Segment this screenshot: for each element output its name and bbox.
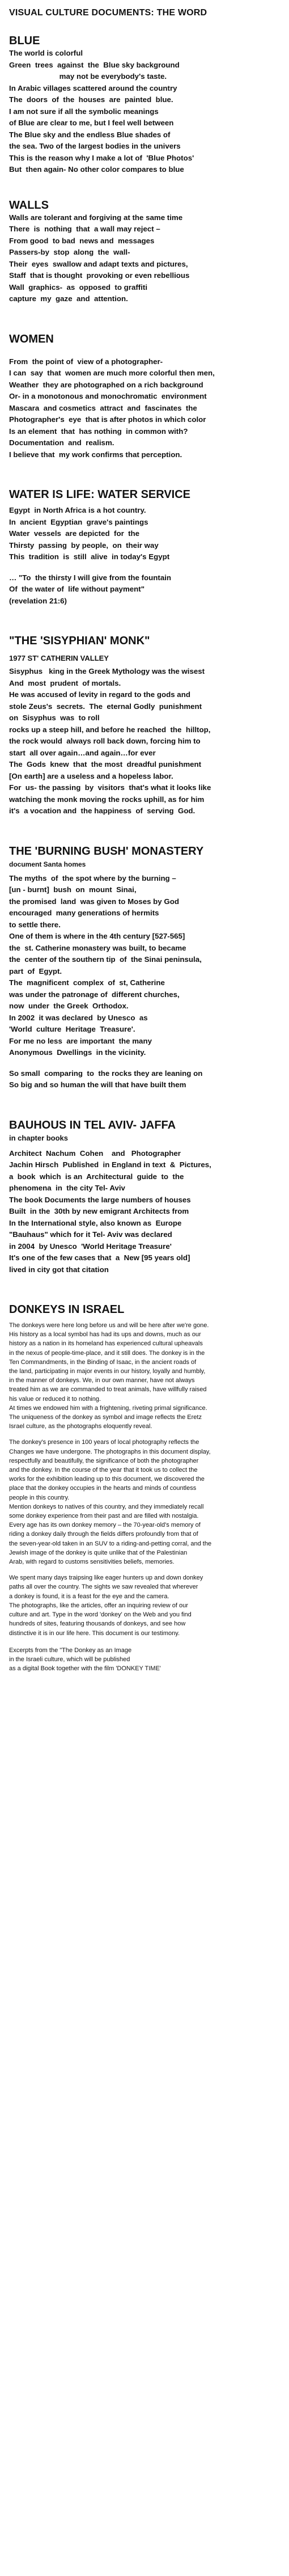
text-line: phenomena in the city Tel- Aviv [9, 1184, 125, 1192]
text-line [9, 1059, 280, 1068]
text-line: Egypt in North Africa is a hot country. [9, 506, 146, 514]
text-line: Walls are tolerant and forgiving at the same time [9, 213, 183, 222]
text-line: as a digital Book together with the film 'DONKEY TIME' [9, 1665, 161, 1672]
text-line: Sisyphus king in the Greek Mythology was the wisest [9, 667, 205, 675]
text-line [9, 1431, 280, 1438]
section-body-blue [9, 60, 280, 176]
text-line: a book which is an Architectural guide to the [9, 1172, 184, 1181]
text-line: His history as a local symbol has had its ups and downs, much as our [9, 1331, 201, 1338]
section-heading-sisyphian: "THE 'SISYPHIAN' MONK" [9, 635, 150, 647]
text-line: Photographer's eye that is after photos in which color [9, 415, 206, 424]
section-heading-women: WOMEN [9, 332, 54, 345]
text-line: in 2004 by Unesco 'World Heritage Treasure' [9, 1241, 172, 1251]
text-line: So big and so human the will that have built them [9, 1080, 186, 1089]
section-heading-burning-bush: THE 'BURNING BUSH' MONASTERY [9, 844, 204, 858]
text-line: Wall graphics- as opposed to graffiti [9, 282, 148, 292]
section-heading-walls: WALLS [9, 199, 49, 212]
text-line: Jewish image of the donkey is quite unlike that of the Palestinian [9, 1549, 188, 1556]
text-line: Staff that is thought provoking or even rebellious [9, 271, 190, 280]
text-line: Thirsty passing by people, on their way [9, 540, 159, 550]
section-body-women [9, 356, 280, 461]
text-line: Excerpts from the "The Donkey as an Image [9, 1646, 132, 1654]
section-body-burning-bush [9, 873, 280, 1091]
text-line: This tradition is still alive in today's Egypt [9, 552, 170, 561]
text-line: The doors of the houses are painted blue. [9, 95, 173, 104]
text-line: treated him as we are commanded to treat animals, have willfully raised [9, 1386, 207, 1393]
text-line: people in this country. [9, 1494, 70, 1501]
section-subheading-bauhaus: in chapter books [9, 1133, 69, 1142]
text-line: I am not sure if all the symbolic meanings [9, 107, 159, 116]
text-line: to settle there. [9, 920, 61, 929]
text-line: it's a vocation and the happiness of serving God. [9, 806, 196, 815]
text-line: Of the water of life without payment" [9, 585, 145, 593]
text-line: watching the monk moving the rocks uphill, as for him [9, 795, 205, 804]
section-bauhaus [9, 1118, 280, 1276]
text-line: was under the patronage of different churches, [9, 990, 180, 999]
text-line: Documentation and realism. [9, 438, 114, 447]
text-line: place that the donkey occupies in the hearts and minds of countless [9, 1485, 197, 1492]
text-line: (revelation 21:6) [9, 596, 67, 605]
text-line: From the point of view of a photographer- [9, 357, 163, 366]
text-line: the sea. Two of the largest bodies in the univers [9, 142, 181, 150]
text-line: on Sisyphus was to roll [9, 713, 100, 722]
text-line: Built in the 30th by new emigrant Architects from [9, 1207, 189, 1215]
section-blue [9, 34, 280, 176]
text-line: encouraged many generations of hermits [9, 909, 159, 917]
text-line: in the Israeli culture, which will be published [9, 1656, 130, 1663]
text-line: One of them is where in the 4th century [527-565] [9, 932, 185, 940]
text-line: Israel culture, as the photographs eloquently reveal. [9, 1423, 152, 1430]
text-line: rocks up a steep hill, and before he reached the hilltop, [9, 725, 211, 734]
section-heading-water: WATER IS LIFE: WATER SERVICE [9, 488, 191, 501]
text-line: lived in city got that citation [9, 1265, 109, 1274]
text-line: part of Egypt. [9, 966, 62, 975]
text-line: The myths of the spot where by the burning – [9, 873, 176, 882]
text-line: [On earth] are a useless and a hopeless labor. [9, 771, 173, 780]
section-burning-bush [9, 844, 280, 1091]
text-line: The book Documents the large numbers of houses [9, 1195, 191, 1204]
text-line: Is an element that has nothing in common with? [9, 426, 188, 436]
section-water [9, 488, 280, 607]
section-body-sisyphian [9, 666, 280, 817]
text-line: stole Zeus's secrets. The eternal Godly punishment [9, 702, 202, 711]
donkeys-excerpt [9, 1646, 280, 1673]
text-line: some donkey experience from their past and are filled with nostalgia. [9, 1513, 199, 1520]
text-line: Mascara and cosmetics attract and fascinates the [9, 403, 197, 412]
text-line: Weather they are photographed on a rich background [9, 380, 203, 389]
text-line: The Blue sky and the endless Blue shades of [9, 130, 171, 139]
text-line: the seven-year-old taken in an SUV to a riding-and-petting corral, and the [9, 1540, 212, 1547]
section-heading-donkeys: DONKEYS IN ISRAEL [9, 1303, 125, 1316]
section-subheading-blue: The world is colorful [9, 49, 83, 57]
text-line: And most prudent of mortals. [9, 678, 121, 687]
text-line: It's one of the few cases that a New [95 years old] [9, 1253, 190, 1262]
text-line: Passers-by stop along the wall- [9, 248, 130, 256]
text-line: He was accused of levity in regard to the gods and [9, 690, 190, 699]
text-line: Every age has its own donkey memory – the 70-year-old's memory of [9, 1522, 201, 1529]
text-line: capture my gaze and attention. [9, 294, 128, 303]
text-line: Or- in a monotonous and monochromatic environment [9, 392, 207, 400]
text-line: the rock would always roll back down, forcing him to [9, 737, 201, 745]
text-line: In the International style, also known as Europe [9, 1218, 182, 1227]
text-line: For us- the passing by visitors that's what it looks like [9, 783, 211, 792]
text-line: This is the reason why I make a lot of 'Blue Photos' [9, 153, 194, 162]
text-line: In ancient Egyptian grave's paintings [9, 517, 148, 526]
text-line [9, 1566, 280, 1573]
text-line: and the donkey. In the course of the year that it took us to collect the [9, 1467, 198, 1474]
text-line: hundreds of sites, featuring thousands of donkeys, and see how [9, 1620, 186, 1628]
section-sisyphian [9, 634, 280, 817]
text-line: his value or reduced it to nothing. [9, 1395, 101, 1403]
text-line: Mention donkeys to natives of this country, and they immediately recall [9, 1503, 204, 1510]
text-line: "Bauhaus" which for it Tel- Aviv was declared [9, 1230, 172, 1239]
section-body-donkeys [9, 1321, 280, 1638]
text-line: The donkeys were here long before us and will be here after we're gone. [9, 1322, 209, 1329]
text-line: paths all over the country. The sights we saw revealed that wherever [9, 1583, 198, 1591]
text-line: now under the Greek Orthodox. [9, 1002, 129, 1010]
text-line: The photographs, like the articles, offer an inquiring review of our [9, 1602, 188, 1609]
text-line [9, 563, 280, 572]
section-body-water [9, 505, 280, 607]
text-line: start all over again…and again…for ever [9, 748, 156, 757]
text-line: We spent many days traipsing like eager hunters up and down donkey [9, 1574, 203, 1582]
text-line: For me no less are important the many [9, 1036, 152, 1045]
text-line: Changes we have undergone. The photographs in this document display, [9, 1448, 211, 1455]
text-line: works for the exhibition leading up to this document, we discovered the [9, 1476, 205, 1483]
text-line: From good to bad news and messages [9, 236, 155, 245]
text-line: the st. Catherine monastery was built, to became [9, 943, 186, 952]
document-title: VISUAL CULTURE DOCUMENTS: THE WORD [9, 8, 207, 18]
text-line: distinctive it is in our life here. This document is our testimony. [9, 1629, 180, 1637]
text-line: The donkey's presence in 100 years of local photography reflects the [9, 1439, 199, 1446]
text-line: Water vessels are depicted for the [9, 529, 140, 538]
text-line: Anonymous Dwellings in the vicinity. [9, 1048, 146, 1057]
text-line: The Gods knew that the most dreadful punishment [9, 760, 202, 768]
text-line: In 2002 it was declared by Unesco as [9, 1013, 148, 1022]
text-line: 'World culture Heritage Treasure'. [9, 1025, 135, 1033]
text-line: history as a nation in its homeland has experienced cultural upheavals [9, 1340, 203, 1348]
text-line: Green trees against the Blue sky background [9, 60, 180, 69]
text-line: riding a donkey daily through the fields differs profoundly from that of [9, 1531, 198, 1538]
text-line: [un - burnt] bush on mount Sinai, [9, 885, 137, 894]
text-line: in the manner of donkeys. We, in our own manner, have not always [9, 1377, 195, 1384]
text-line: Jachin Hirsch Published in England in text & Pictures, [9, 1160, 211, 1169]
text-line: a donkey is found, it is a feast for the eye and the camera. [9, 1593, 169, 1600]
text-line: I believe that my work confirms that perception. [9, 450, 182, 459]
section-subheading-burning-bush: document Santa homes [9, 860, 86, 868]
text-line: in the nexus of people-time-place, and it still does. The donkey is in the [9, 1349, 205, 1357]
text-line: of Blue are clear to me, but I feel well between [9, 119, 174, 127]
text-line: culture and art. Type in the word 'donkey' on the Web and you find [9, 1611, 192, 1619]
text-line: There is nothing that a wall may reject – [9, 225, 160, 233]
text-line: … "To the thirsty I will give from the fountain [9, 573, 172, 582]
text-line: Arab, with regard to customs sensitivities beliefs, memories. [9, 1559, 175, 1566]
text-line: I can say that women are much more colorful then men, [9, 369, 215, 377]
section-heading-bauhaus: BAUHOUS IN TEL AVIV- JAFFA [9, 1118, 176, 1131]
text-line: the promised land was given to Moses by God [9, 897, 179, 906]
text-line: But then again- No other color compares to blue [9, 165, 184, 174]
text-line: the land, participating in major events in our history, loyally and humbly, [9, 1368, 206, 1375]
text-line: the center of the southern tip of the Sinai peninsula, [9, 955, 202, 964]
text-line: At times we endowed him with a frightening, riveting primal significance. [9, 1404, 207, 1412]
text-line: may not be everybody's taste. [9, 72, 167, 81]
text-line: In Arabic villages scattered around the country [9, 83, 177, 92]
text-line: The uniqueness of the donkey as symbol and image reflects the Eretz [9, 1414, 202, 1421]
text-line: So small comparing to the rocks they are leaning on [9, 1069, 203, 1078]
section-women [9, 332, 280, 461]
text-line: Their eyes swallow and adapt texts and pictures, [9, 259, 188, 268]
section-body-walls [9, 212, 280, 305]
section-heading-blue: BLUE [9, 35, 40, 47]
text-line: respectfully and beautifully, the significance of both the photographer [9, 1457, 199, 1464]
text-line: Ten Commandments, in the Binding of Isaac, in the ancient roads of [9, 1358, 197, 1366]
section-walls [9, 199, 280, 305]
text-line: Architect Nachum Cohen and Photographer [9, 1148, 181, 1158]
section-donkeys [9, 1303, 280, 1673]
section-subheading-sisyphian: 1977 ST' CATHERIN VALLEY [9, 654, 109, 662]
section-body-bauhaus [9, 1148, 280, 1276]
text-line: The magnificent complex of st, Catherine [9, 978, 165, 987]
